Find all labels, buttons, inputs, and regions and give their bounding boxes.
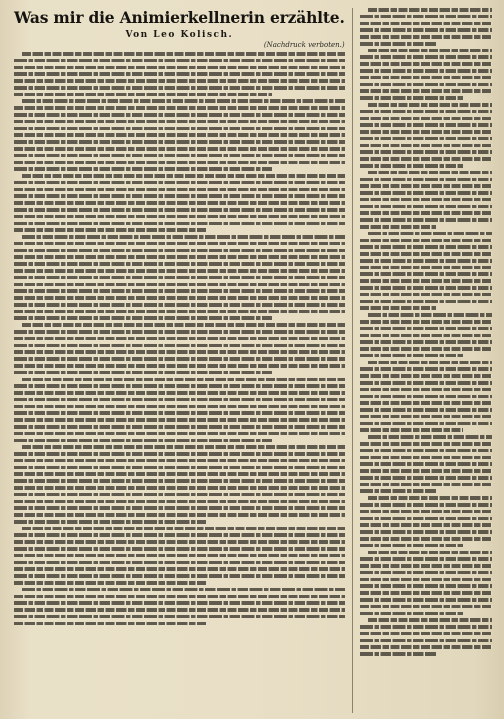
text-line	[14, 127, 345, 131]
text-line	[360, 130, 492, 134]
text-paragraph	[360, 496, 492, 547]
text-line	[14, 161, 345, 165]
text-line	[360, 15, 492, 19]
text-line	[22, 378, 345, 382]
text-line	[360, 28, 492, 32]
text-line	[14, 581, 206, 585]
text-line	[14, 113, 345, 117]
text-line	[360, 381, 492, 385]
text-line	[360, 293, 492, 297]
text-line	[14, 364, 345, 368]
text-line	[14, 601, 345, 605]
text-line	[14, 459, 345, 463]
text-line	[360, 239, 492, 243]
text-line	[360, 110, 492, 114]
text-line	[360, 510, 492, 514]
left-column-body	[14, 52, 345, 625]
text-line	[360, 178, 492, 182]
text-paragraph	[14, 235, 345, 320]
text-line	[14, 405, 345, 409]
text-line	[14, 466, 345, 470]
right-column	[352, 8, 492, 713]
text-line	[14, 167, 272, 171]
text-line	[22, 99, 345, 103]
text-line	[360, 83, 492, 87]
text-line	[360, 639, 492, 643]
text-line	[360, 489, 437, 493]
text-line	[14, 615, 345, 619]
text-line	[360, 428, 463, 432]
text-line	[360, 245, 492, 249]
text-line	[360, 469, 492, 473]
text-line	[368, 496, 492, 500]
text-paragraph	[14, 52, 345, 96]
text-line	[360, 537, 492, 541]
text-line	[360, 334, 492, 338]
text-line	[360, 442, 492, 446]
text-line	[14, 79, 345, 83]
text-line	[14, 140, 345, 144]
text-line	[360, 252, 492, 256]
text-paragraph	[360, 551, 492, 616]
text-paragraph	[360, 618, 492, 656]
text-line	[14, 337, 345, 341]
text-paragraph	[360, 103, 492, 168]
text-line	[360, 456, 492, 460]
text-line	[22, 174, 345, 178]
text-line	[360, 422, 492, 426]
text-line	[14, 194, 345, 198]
text-line	[368, 313, 492, 317]
text-line	[360, 89, 492, 93]
text-line	[22, 588, 345, 592]
text-paragraph	[14, 445, 345, 523]
text-line	[14, 520, 206, 524]
text-line	[360, 476, 492, 480]
text-line	[368, 8, 492, 12]
text-line	[360, 205, 492, 209]
text-paragraph	[14, 174, 345, 232]
text-line	[360, 279, 492, 283]
text-line	[14, 283, 345, 287]
text-line	[360, 144, 492, 148]
text-line	[368, 103, 492, 107]
text-line	[14, 418, 345, 422]
text-paragraph	[14, 588, 345, 626]
text-line	[360, 76, 492, 80]
text-paragraph	[360, 49, 492, 100]
text-line	[14, 479, 345, 483]
reprint-notice: (Nachdruck verboten.)	[263, 41, 345, 49]
text-line	[360, 117, 492, 121]
text-line	[14, 540, 345, 544]
text-line	[360, 62, 492, 66]
text-line	[14, 289, 345, 293]
text-line	[14, 533, 345, 537]
text-line	[14, 296, 345, 300]
text-line	[360, 530, 492, 534]
text-line	[368, 361, 492, 365]
article-byline: Von Leo Kolisch.	[125, 30, 234, 40]
text-line	[14, 255, 345, 259]
text-line	[368, 49, 492, 53]
text-line	[14, 276, 345, 280]
text-line	[14, 215, 345, 219]
text-paragraph	[360, 361, 492, 432]
text-line	[14, 425, 345, 429]
article-headline: Was mir die Animierkellnerin erzählte.	[14, 8, 345, 27]
text-line	[14, 133, 345, 137]
text-paragraph	[14, 99, 345, 170]
text-paragraph	[14, 378, 345, 443]
text-line	[14, 120, 345, 124]
text-line	[14, 310, 345, 314]
text-line	[14, 66, 345, 70]
text-line	[14, 93, 272, 97]
text-line	[14, 500, 345, 504]
text-line	[360, 191, 492, 195]
text-line	[14, 472, 345, 476]
text-line	[360, 42, 437, 46]
text-line	[368, 551, 492, 555]
text-line	[360, 395, 492, 399]
text-line	[360, 347, 492, 351]
text-line	[14, 513, 345, 517]
text-paragraph	[14, 323, 345, 374]
text-line	[14, 222, 345, 226]
text-line	[360, 523, 492, 527]
text-line	[360, 22, 492, 26]
text-line	[360, 164, 463, 168]
text-line	[14, 622, 206, 626]
text-line	[368, 618, 492, 622]
text-line	[360, 286, 492, 290]
text-line	[360, 320, 492, 324]
text-line	[360, 449, 492, 453]
text-line	[360, 374, 492, 378]
text-line	[14, 567, 345, 571]
text-line	[360, 306, 437, 310]
text-line	[360, 137, 492, 141]
text-line	[14, 561, 345, 565]
text-line	[14, 452, 345, 456]
right-column-body	[360, 8, 492, 656]
text-line	[14, 574, 345, 578]
text-line	[14, 316, 272, 320]
text-line	[22, 445, 345, 449]
text-line	[368, 171, 492, 175]
text-line	[360, 184, 492, 188]
text-line	[22, 527, 345, 531]
text-line	[368, 232, 492, 236]
text-line	[360, 598, 492, 602]
text-paragraph	[360, 171, 492, 229]
text-line	[14, 330, 345, 334]
text-line	[360, 632, 492, 636]
text-line	[360, 517, 492, 521]
text-line	[14, 384, 345, 388]
text-line	[14, 188, 345, 192]
text-paragraph	[360, 232, 492, 310]
text-line	[14, 547, 345, 551]
text-line	[360, 300, 492, 304]
text-paragraph	[360, 435, 492, 493]
text-line	[360, 35, 492, 39]
text-line	[360, 584, 492, 588]
text-line	[14, 344, 345, 348]
text-line	[14, 350, 345, 354]
text-line	[360, 544, 463, 548]
text-line	[360, 401, 492, 405]
text-line	[360, 259, 492, 263]
text-line	[14, 432, 345, 436]
text-line	[360, 272, 492, 276]
text-paragraph	[360, 8, 492, 46]
text-line	[360, 211, 492, 215]
text-line	[14, 357, 345, 361]
text-line	[360, 354, 463, 358]
text-line	[14, 411, 345, 415]
text-line	[360, 340, 492, 344]
text-line	[360, 198, 492, 202]
text-line	[14, 554, 345, 558]
text-line	[360, 408, 492, 412]
text-line	[360, 69, 492, 73]
text-line	[14, 86, 345, 90]
text-line	[360, 605, 492, 609]
text-line	[14, 269, 345, 273]
article-columns	[14, 8, 492, 713]
text-line	[360, 225, 437, 229]
text-line	[14, 493, 345, 497]
text-line	[360, 557, 492, 561]
text-line	[360, 652, 437, 656]
text-line	[14, 242, 345, 246]
text-line	[14, 147, 345, 151]
text-line	[360, 388, 492, 392]
text-line	[360, 96, 463, 100]
text-paragraph	[360, 313, 492, 357]
text-line	[14, 249, 345, 253]
text-line	[14, 262, 345, 266]
text-line	[360, 483, 492, 487]
text-line	[14, 208, 345, 212]
text-line	[360, 564, 492, 568]
text-line	[14, 608, 345, 612]
text-line	[360, 578, 492, 582]
text-line	[360, 327, 492, 331]
text-line	[360, 55, 492, 59]
left-column	[14, 8, 352, 713]
text-line	[360, 157, 492, 161]
text-line	[22, 323, 345, 327]
text-line	[14, 201, 345, 205]
text-line	[368, 435, 492, 439]
text-line	[14, 72, 345, 76]
text-line	[360, 612, 463, 616]
text-line	[14, 154, 345, 158]
text-line	[14, 391, 345, 395]
text-line	[14, 595, 345, 599]
text-line	[360, 591, 492, 595]
text-line	[360, 218, 492, 222]
text-line	[360, 415, 492, 419]
text-line	[14, 486, 345, 490]
text-line	[14, 439, 272, 443]
text-line	[14, 371, 272, 375]
text-line	[14, 59, 345, 63]
text-line	[360, 645, 492, 649]
text-line	[14, 228, 206, 232]
text-line	[360, 367, 492, 371]
text-line	[14, 506, 345, 510]
text-line	[14, 181, 345, 185]
text-line	[360, 123, 492, 127]
text-line	[360, 150, 492, 154]
text-line	[14, 398, 345, 402]
text-line	[360, 625, 492, 629]
text-line	[360, 571, 492, 575]
text-line	[360, 462, 492, 466]
text-line	[14, 106, 345, 110]
text-line	[360, 266, 492, 270]
text-line	[22, 235, 345, 239]
text-paragraph	[14, 527, 345, 585]
text-line	[14, 303, 345, 307]
text-line	[360, 503, 492, 507]
text-line	[22, 52, 345, 56]
